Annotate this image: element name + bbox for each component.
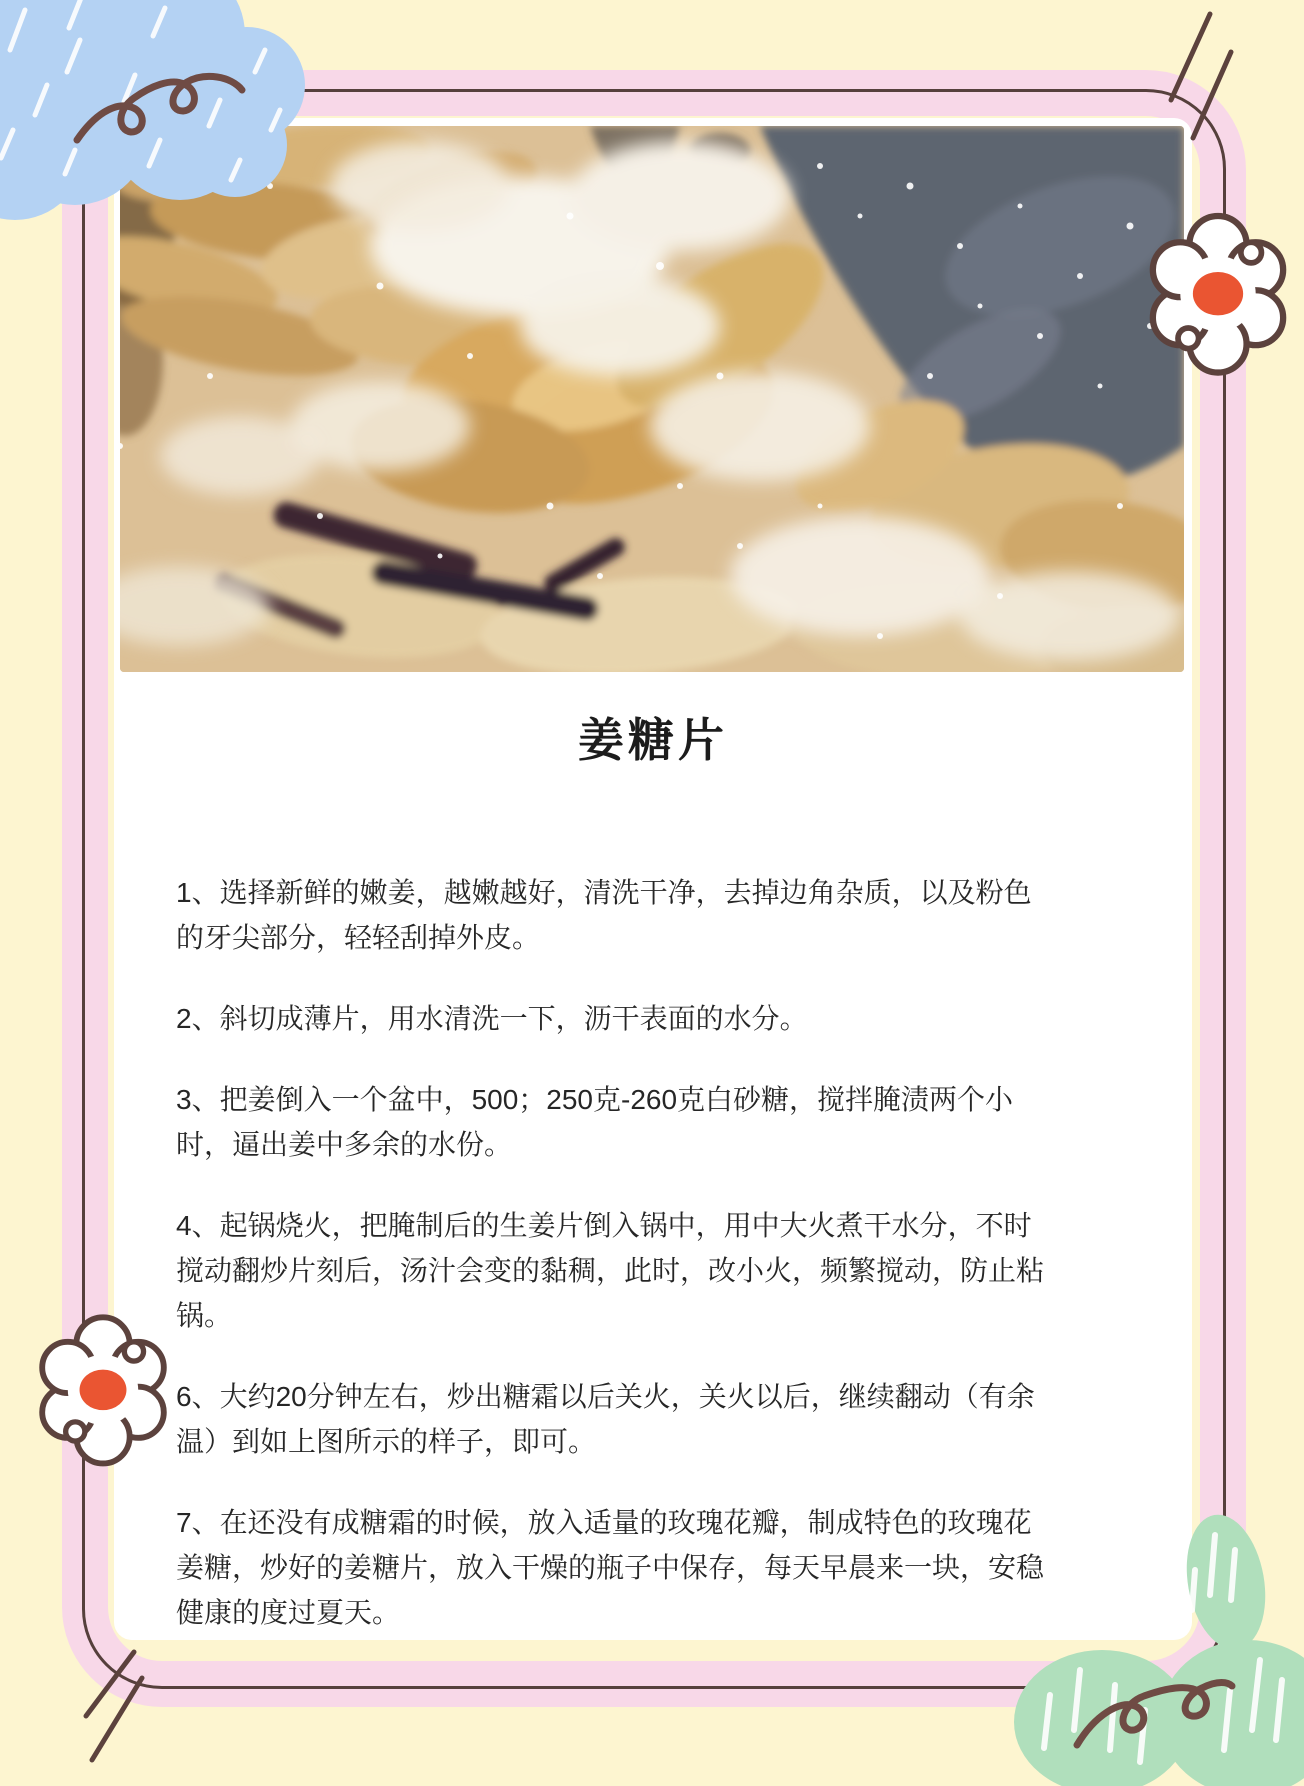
hatch-marks-bottom-left-icon: [70, 1642, 160, 1767]
cloud-doodle-icon: [0, 0, 335, 230]
recipe-step: 2、斜切成薄片，用水清洗一下，沥干表面的水分。: [176, 1003, 808, 1034]
recipe-step: 3、把姜倒入一个盆中，500；250克-260克白砂糖，搅拌腌渍两个小时，逼出姜中多余的水份。: [176, 1084, 1014, 1160]
recipe-step: 1、选择新鲜的嫩姜，越嫩越好，清洗干净，去掉边角杂质，以及粉色的牙尖部分，轻轻刮掉外皮。: [176, 877, 1032, 953]
recipe-title: 姜糖片: [578, 714, 728, 766]
hatch-marks-top-right-icon: [1155, 8, 1245, 148]
recipe-step: 4、起锅烧火，把腌制后的生姜片倒入锅中，用中大火煮干水分，不时搅动翻炒片刻后，汤汁会变的黏稠，此时，改小火，频繁搅动，防止粘锅。: [176, 1210, 1045, 1331]
recipe-steps: [176, 870, 1048, 1635]
recipe-step: 6、大约20分钟左右，炒出糖霜以后关火，关火以后，继续翻动（有余温）到如上图所示的样子，即可。: [176, 1381, 1035, 1457]
flower-doodle-right-icon: [1138, 210, 1298, 382]
leaf-doodle-icon: [930, 1500, 1304, 1786]
recipe-step: 7、在还没有成糖霜的时候，放入适量的玫瑰花瓣，制成特色的玫瑰花姜糖，炒好的姜糖片，放入干燥的瓶子中保存，每天早晨来一块，安稳健康的度过夏天。: [176, 1507, 1045, 1628]
flower-doodle-left-icon: [28, 1312, 178, 1472]
recipe-card: [114, 118, 1192, 1640]
